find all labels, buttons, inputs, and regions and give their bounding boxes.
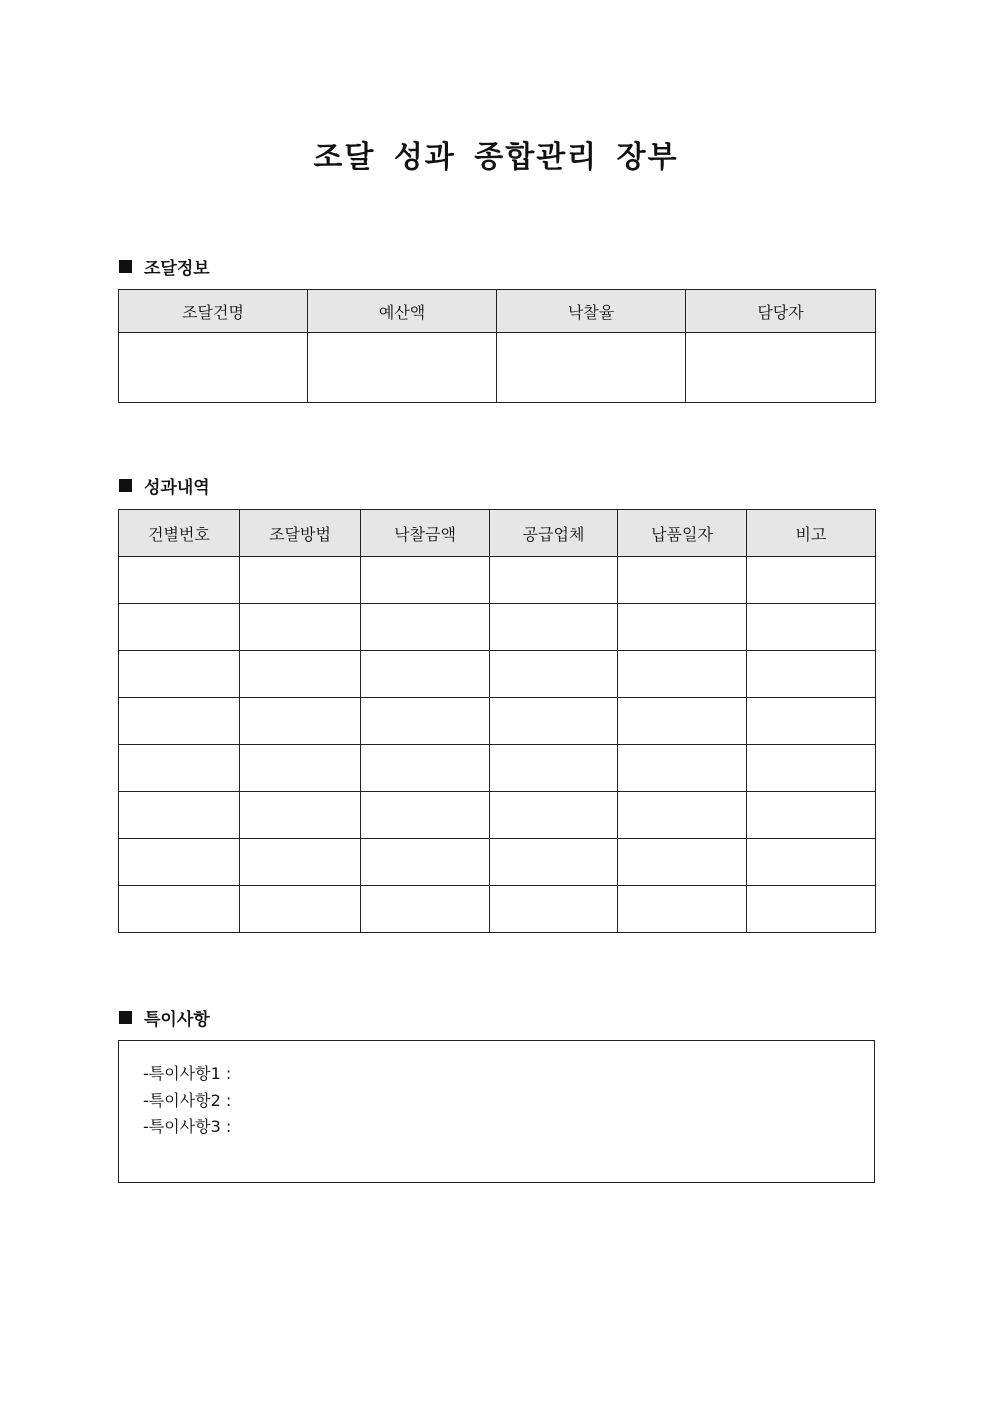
table-cell[interactable] (240, 886, 361, 933)
table-cell[interactable] (490, 886, 618, 933)
table-cell[interactable] (240, 651, 361, 698)
column-header-manager: 담당자 (686, 290, 876, 333)
table-cell[interactable] (240, 557, 361, 604)
table-cell[interactable] (361, 557, 490, 604)
table-cell[interactable] (618, 698, 747, 745)
column-header-case-number: 건별번호 (119, 510, 240, 557)
list-item: -특이사항2 : (143, 1090, 232, 1110)
section-heading-label: 특이사항 (144, 1010, 210, 1030)
table-cell[interactable] (618, 604, 747, 651)
table-cell[interactable] (240, 604, 361, 651)
table-cell[interactable] (119, 651, 240, 698)
table-cell-item-name[interactable] (119, 333, 308, 403)
table-cell[interactable] (119, 604, 240, 651)
table-row (119, 792, 876, 839)
table-row (119, 333, 876, 403)
table-cell[interactable] (490, 745, 618, 792)
table-cell[interactable] (361, 886, 490, 933)
column-header-supplier: 공급업체 (490, 510, 618, 557)
table-cell[interactable] (361, 698, 490, 745)
table-row (119, 886, 876, 933)
table-cell[interactable] (490, 557, 618, 604)
table-cell[interactable] (747, 745, 876, 792)
column-header-delivery-date: 납품일자 (618, 510, 747, 557)
column-header-procurement-method: 조달방법 (240, 510, 361, 557)
section-heading-label: 성과내역 (144, 478, 210, 498)
section-heading-special-notes (119, 1005, 210, 1030)
table-cell[interactable] (490, 604, 618, 651)
column-header-item-name: 조달건명 (119, 290, 308, 333)
table-cell[interactable] (747, 792, 876, 839)
table-cell[interactable] (490, 698, 618, 745)
list-item: -특이사항1 : (143, 1064, 232, 1083)
column-header-bid-rate: 낙찰율 (497, 290, 686, 333)
section-heading-label: 조달정보 (144, 259, 210, 279)
table-cell[interactable] (747, 557, 876, 604)
table-cell[interactable] (240, 745, 361, 792)
table-cell[interactable] (119, 557, 240, 604)
table-cell[interactable] (618, 745, 747, 792)
table-row (119, 745, 876, 792)
table-cell[interactable] (119, 886, 240, 933)
table-cell[interactable] (490, 651, 618, 698)
section-heading-procurement-info (119, 254, 210, 279)
table-cell-manager[interactable] (686, 333, 876, 403)
table-cell[interactable] (119, 839, 240, 886)
table-cell[interactable] (618, 792, 747, 839)
square-icon (119, 479, 132, 492)
table-cell[interactable] (747, 886, 876, 933)
page-title: 조달 성과 종합관리 장부 (313, 140, 679, 175)
table-row (119, 839, 876, 886)
table-cell[interactable] (618, 557, 747, 604)
table-cell-bid-rate[interactable] (497, 333, 686, 403)
table-cell-budget[interactable] (308, 333, 497, 403)
table-cell[interactable] (618, 651, 747, 698)
table-row (119, 698, 876, 745)
table-row (119, 651, 876, 698)
table-cell[interactable] (361, 604, 490, 651)
table-cell[interactable] (361, 839, 490, 886)
table-cell[interactable] (490, 792, 618, 839)
special-notes-box[interactable] (118, 1040, 875, 1183)
list-item: -특이사항3 : (143, 1117, 232, 1136)
table-cell[interactable] (240, 839, 361, 886)
table-cell[interactable] (490, 839, 618, 886)
table-row (119, 557, 876, 604)
table-cell[interactable] (361, 651, 490, 698)
table-cell[interactable] (361, 792, 490, 839)
table-header-row (119, 510, 876, 557)
table-cell[interactable] (618, 886, 747, 933)
table-cell[interactable] (747, 698, 876, 745)
column-header-remarks: 비고 (747, 510, 876, 557)
table-cell[interactable] (747, 604, 876, 651)
table-cell[interactable] (119, 698, 240, 745)
table-header-row (119, 290, 876, 333)
table-cell[interactable] (747, 839, 876, 886)
procurement-info-table (118, 289, 876, 403)
table-cell[interactable] (361, 745, 490, 792)
table-cell[interactable] (240, 792, 361, 839)
square-icon (119, 260, 132, 273)
table-cell[interactable] (119, 792, 240, 839)
performance-table (118, 509, 876, 933)
table-cell[interactable] (747, 651, 876, 698)
table-cell[interactable] (618, 839, 747, 886)
section-heading-performance (119, 473, 210, 498)
column-header-bid-amount: 낙찰금액 (361, 510, 490, 557)
table-cell[interactable] (119, 745, 240, 792)
table-cell[interactable] (240, 698, 361, 745)
special-notes-list (143, 1061, 231, 1141)
column-header-budget: 예산액 (308, 290, 497, 333)
square-icon (119, 1011, 132, 1024)
table-row (119, 604, 876, 651)
